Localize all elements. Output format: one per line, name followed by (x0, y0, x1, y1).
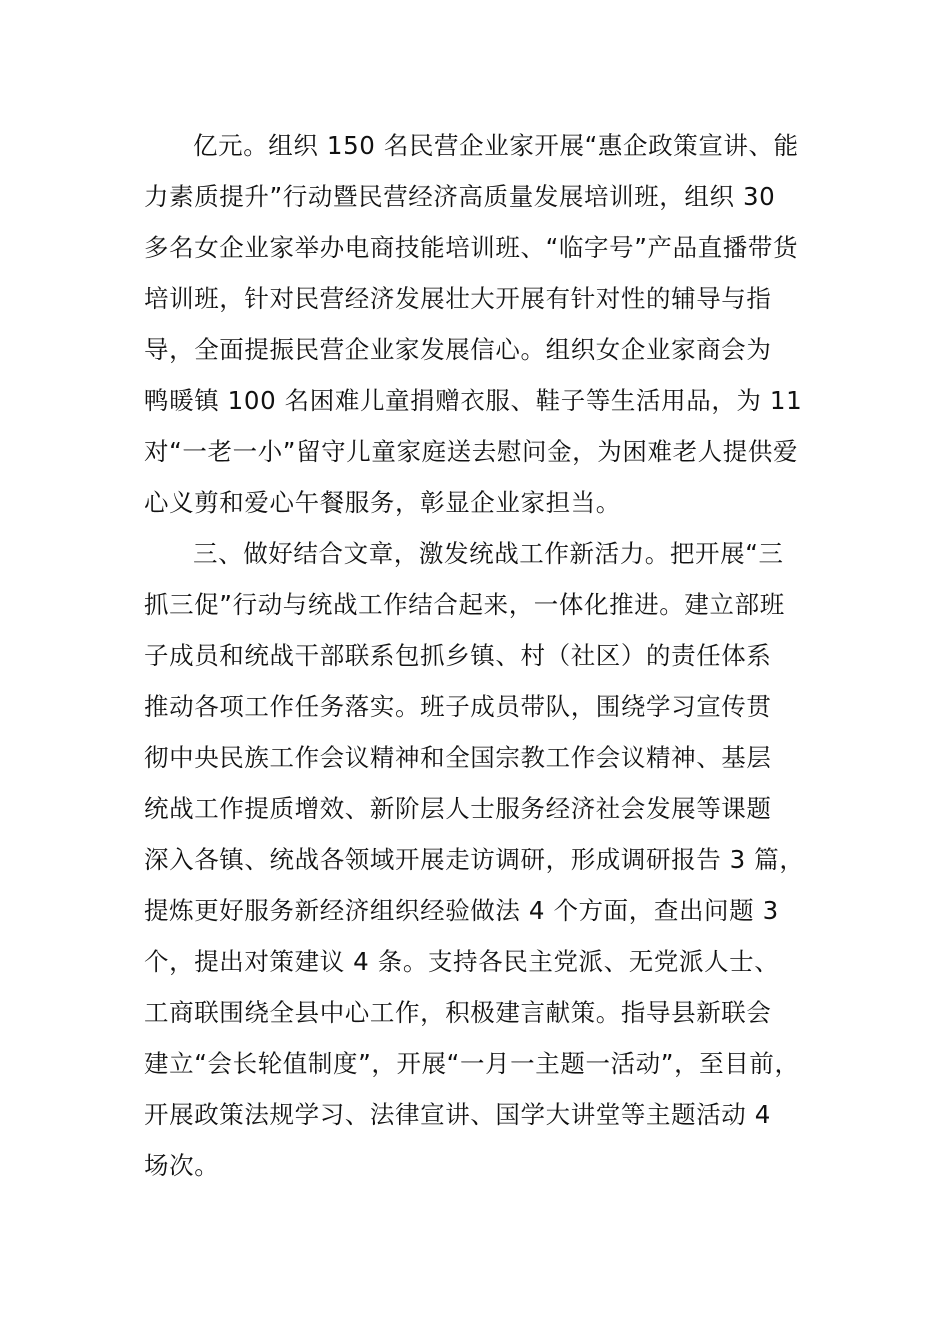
text-line: 抓三促”行动与统战工作结合起来，一体化推进。建立部班 (144, 590, 785, 619)
text-line: 力素质提升”行动暨民营经济高质量发展培训班，组织 30 (144, 182, 776, 211)
text-line: 亿元。组织 150 名民营企业家开展“惠企政策宣讲、能 (193, 131, 799, 160)
text-line: 对“一老一小”留守儿童家庭送去慰问金，为困难老人提供爱 (144, 437, 799, 466)
text-line: 鸭暖镇 100 名困难儿童捐赠衣服、鞋子等生活用品，为 11 (144, 386, 803, 415)
text-line: 彻中央民族工作会议精神和全国宗教工作会议精神、基层 (144, 743, 772, 772)
text-line: 工商联围绕全县中心工作，积极建言献策。指导县新联会 (144, 998, 772, 1027)
text-line: 个，提出对策建议 4 条。支持各民主党派、无党派人士、 (144, 947, 780, 976)
text-line: 深入各镇、统战各领域开展走访调研，形成调研报告 3 篇， (144, 845, 805, 874)
text-line: 场次。 (144, 1151, 220, 1180)
text-line: 建立“会长轮值制度”，开展“一月一主题一活动”，至目前， (144, 1049, 800, 1078)
text-line: 统战工作提质增效、新阶层人士服务经济社会发展等课题 (144, 794, 772, 823)
text-line: 多名女企业家举办电商技能培训班、“临字号”产品直播带货 (144, 233, 799, 262)
section-heading-line: 三、做好结合文章，激发统战工作新活力。把开展“三 (193, 539, 784, 568)
text-line: 心义剪和爱心午餐服务，彰显企业家担当。 (144, 488, 621, 517)
text-line: 开展政策法规学习、法律宣讲、国学大讲堂等主题活动 4 (144, 1100, 771, 1129)
text-line: 子成员和统战干部联系包抓乡镇、村（社区）的责任体系 (144, 641, 772, 670)
text-line: 提炼更好服务新经济组织经验做法 4 个方面，查出问题 3 (144, 896, 779, 925)
text-line: 推动各项工作任务落实。班子成员带队，围绕学习宣传贯 (144, 692, 772, 721)
text-line: 培训班，针对民营经济发展壮大开展有针对性的辅导与指 (144, 284, 772, 313)
text-line: 导，全面提振民营企业家发展信心。组织女企业家商会为 (144, 335, 772, 364)
body-text (144, 120, 844, 1191)
